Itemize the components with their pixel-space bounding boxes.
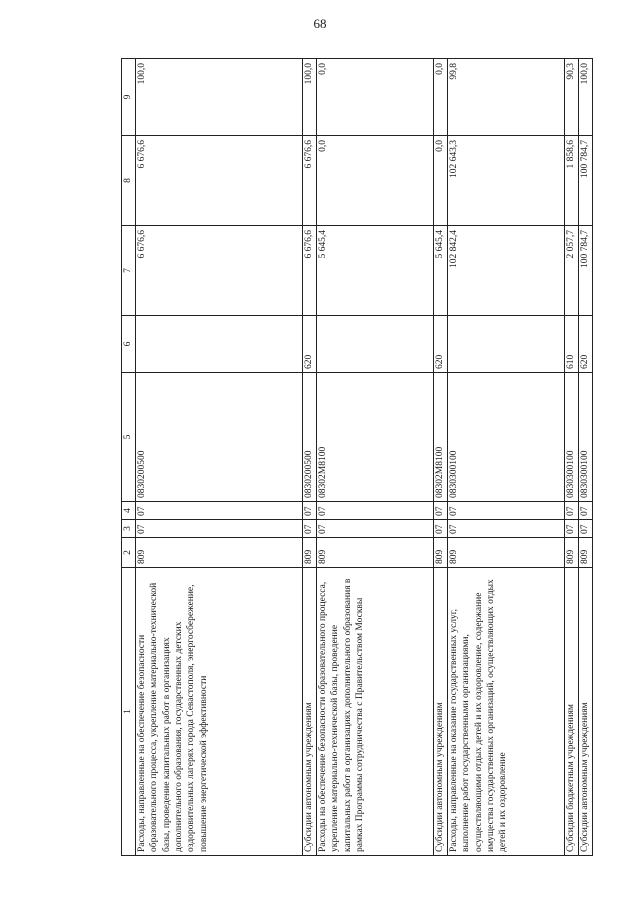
cell-planned-amount: 2 057,7 [565,226,579,316]
table-row [303,59,317,856]
cell-subsection-code: 07 [303,502,317,520]
cell-subsection-code: 07 [317,502,434,520]
cell-ministry-code: 809 [136,538,303,568]
cell-section-code: 07 [317,520,434,538]
cell-ministry-code: 809 [565,538,579,568]
cell-expense-type-code: 620 [579,316,593,373]
cell-execution-percent: 100,0 [579,59,593,136]
cell-description: Субсидии автономным учреждениям [434,568,448,856]
cell-planned-amount: 5 645,4 [434,226,448,316]
cell-ministry-code: 809 [579,538,593,568]
cell-expense-type-code: 610 [565,316,579,373]
cell-subsection-code: 07 [565,502,579,520]
cell-executed-amount: 6 676,6 [303,136,317,226]
table-row [317,59,434,856]
cell-planned-amount: 6 676,6 [136,226,303,316]
page-number: 68 [313,16,327,31]
cell-description: Субсидии автономным учреждениям [579,568,593,856]
cell-subsection-code: 07 [448,502,565,520]
table-row [434,59,448,856]
cell-executed-amount: 6 676,6 [136,136,303,226]
cell-description: Субсидии автономным учреждениям [303,568,317,856]
table-row [579,59,593,856]
table-row [448,59,565,856]
cell-ministry-code: 809 [317,538,434,568]
cell-executed-amount: 0,0 [317,136,434,226]
header-col-3: 3 [122,520,136,538]
cell-section-code: 07 [565,520,579,538]
cell-planned-amount: 100 784,7 [579,226,593,316]
cell-expense-type-code [136,316,303,373]
rotated-budget-table [121,59,597,856]
cell-executed-amount: 0,0 [434,136,448,226]
cell-planned-amount: 6 676,6 [303,226,317,316]
header-col-2: 2 [122,538,136,568]
cell-target-article-code: 0830200500 [303,373,317,502]
cell-description: Расходы, направленные на оказание государственных услуг, выполнение работ государственными организациями, осуществляющими отдых детей и их оздоровление, содержание имущества государственных организаций, осуществляющих отдых детей и их оздоровление [448,568,565,856]
header-col-7: 7 [122,226,136,316]
table-row [136,59,303,856]
header-col-1: 1 [122,568,136,856]
header-col-6: 6 [122,316,136,373]
cell-target-article-code: 0830200500 [136,373,303,502]
cell-target-article-code: 08302М8100 [434,373,448,502]
cell-ministry-code: 809 [448,538,565,568]
cell-description: Расходы, направленные на обеспечение безопасности образовательного процесса, укрепление материально-технической базы, проведение капитальных работ в организациях дополнительного образования, государственных детских оздоровительных лагерях города Севастополя, энергосбережение, повышение энергетической эффективности [136,568,303,856]
cell-executed-amount: 102 643,3 [448,136,565,226]
cell-execution-percent: 100,0 [303,59,317,136]
cell-executed-amount: 1 858,6 [565,136,579,226]
cell-target-article-code: 0830300100 [579,373,593,502]
table-body [136,59,593,856]
cell-expense-type-code: 620 [434,316,448,373]
table-header-row [122,59,136,856]
cell-target-article-code: 0830300100 [565,373,579,502]
cell-planned-amount: 102 842,4 [448,226,565,316]
cell-execution-percent: 90,3 [565,59,579,136]
cell-ministry-code: 809 [434,538,448,568]
cell-target-article-code: 0830300100 [448,373,565,502]
header-col-9: 9 [122,59,136,136]
cell-subsection-code: 07 [579,502,593,520]
table-row [565,59,579,856]
cell-subsection-code: 07 [136,502,303,520]
cell-description: Расходы на обеспечение безопасности образовательного процесса, укрепление материально-технической базы, проведение капитальных работ в организациях дополнительного образования в рамках Программы сотрудничества с Правительством Москвы [317,568,434,856]
cell-subsection-code: 07 [434,502,448,520]
cell-execution-percent: 100,0 [136,59,303,136]
header-col-5: 5 [122,373,136,502]
cell-expense-type-code: 620 [303,316,317,373]
cell-executed-amount: 100 784,7 [579,136,593,226]
cell-execution-percent: 99,8 [448,59,565,136]
cell-expense-type-code [317,316,434,373]
header-col-4: 4 [122,502,136,520]
cell-section-code: 07 [136,520,303,538]
cell-section-code: 07 [448,520,565,538]
cell-description: Субсидии бюджетным учреждениям [565,568,579,856]
cell-expense-type-code [448,316,565,373]
cell-section-code: 07 [434,520,448,538]
cell-section-code: 07 [303,520,317,538]
cell-section-code: 07 [579,520,593,538]
cell-ministry-code: 809 [303,538,317,568]
cell-planned-amount: 5 645,4 [317,226,434,316]
cell-execution-percent: 0,0 [434,59,448,136]
cell-target-article-code: 08302М8100 [317,373,434,502]
cell-execution-percent: 0,0 [317,59,434,136]
budget-table [121,58,593,856]
header-col-8: 8 [122,136,136,226]
